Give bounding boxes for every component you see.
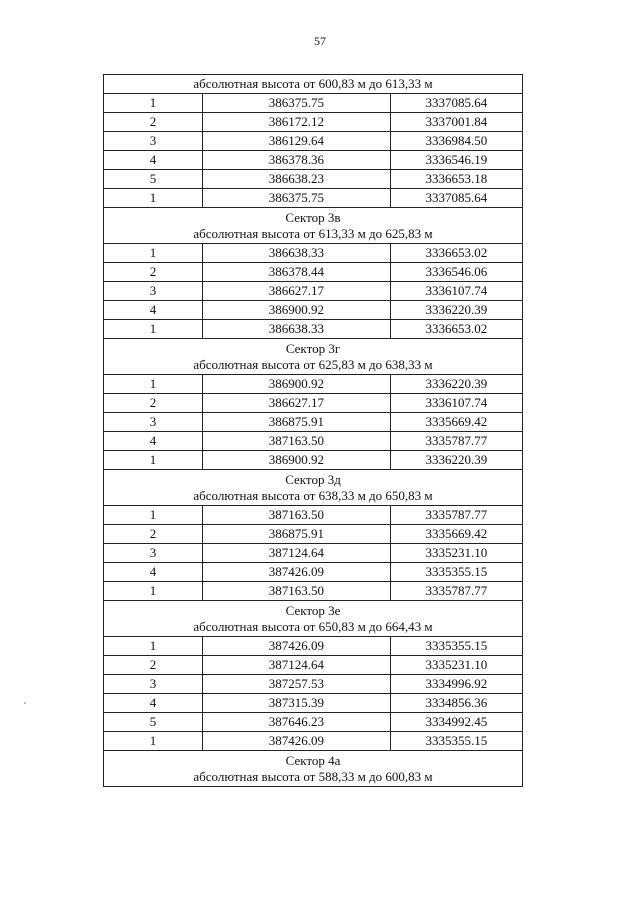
point-number: 5 xyxy=(104,713,203,732)
sector-name: Сектор 3е xyxy=(285,602,341,618)
y-coordinate: 3335231.10 xyxy=(390,656,522,675)
section-header-row xyxy=(104,75,523,94)
x-coordinate: 387646.23 xyxy=(203,713,391,732)
y-coordinate: 3336220.39 xyxy=(390,375,522,394)
point-number: 1 xyxy=(104,637,203,656)
section-header-row xyxy=(104,470,523,506)
y-coordinate: 3335787.77 xyxy=(390,582,522,601)
point-number: 4 xyxy=(104,563,203,582)
y-coordinate: 3336107.74 xyxy=(390,282,522,301)
y-coordinate: 3337085.64 xyxy=(390,94,522,113)
section-header xyxy=(104,601,523,637)
y-coordinate: 3335787.77 xyxy=(390,506,522,525)
sector-name: Сектор 3г xyxy=(285,340,341,356)
scan-speck xyxy=(24,702,26,704)
point-number: 2 xyxy=(104,263,203,282)
section-header xyxy=(104,470,523,506)
table-row xyxy=(104,451,523,470)
x-coordinate: 387426.09 xyxy=(203,637,391,656)
table-row xyxy=(104,320,523,339)
y-coordinate: 3336653.02 xyxy=(390,320,522,339)
page-number: 57 xyxy=(314,34,326,48)
table-row xyxy=(104,713,523,732)
y-coordinate: 3337001.84 xyxy=(390,113,522,132)
point-number: 1 xyxy=(104,582,203,601)
point-number: 1 xyxy=(104,506,203,525)
x-coordinate: 387163.50 xyxy=(203,582,391,601)
x-coordinate: 386875.91 xyxy=(203,525,391,544)
point-number: 1 xyxy=(104,375,203,394)
table-row xyxy=(104,732,523,751)
table-row xyxy=(104,525,523,544)
x-coordinate: 386638.33 xyxy=(203,244,391,263)
y-coordinate: 3335787.77 xyxy=(390,432,522,451)
section-header xyxy=(104,339,523,375)
x-coordinate: 387426.09 xyxy=(203,563,391,582)
y-coordinate: 3334856.36 xyxy=(390,694,522,713)
point-number: 1 xyxy=(104,320,203,339)
y-coordinate: 3336653.02 xyxy=(390,244,522,263)
altitude-range: абсолютная высота от 625,83 м до 638,33 м xyxy=(193,356,433,372)
x-coordinate: 386378.44 xyxy=(203,263,391,282)
table-row xyxy=(104,189,523,208)
x-coordinate: 387124.64 xyxy=(203,544,391,563)
y-coordinate: 3336546.06 xyxy=(390,263,522,282)
x-coordinate: 386627.17 xyxy=(203,282,391,301)
y-coordinate: 3335669.42 xyxy=(390,413,522,432)
x-coordinate: 386172.12 xyxy=(203,113,391,132)
point-number: 1 xyxy=(104,189,203,208)
point-number: 2 xyxy=(104,394,203,413)
section-header xyxy=(104,208,523,244)
sector-name: Сектор 4а xyxy=(285,752,341,768)
y-coordinate: 3336653.18 xyxy=(390,170,522,189)
y-coordinate: 3335669.42 xyxy=(390,525,522,544)
point-number: 1 xyxy=(104,94,203,113)
section-header xyxy=(104,75,523,94)
point-number: 4 xyxy=(104,432,203,451)
point-number: 3 xyxy=(104,132,203,151)
altitude-range: абсолютная высота от 588,33 м до 600,83 м xyxy=(193,768,433,784)
table-row xyxy=(104,637,523,656)
x-coordinate: 386627.17 xyxy=(203,394,391,413)
table-row xyxy=(104,394,523,413)
altitude-range: абсолютная высота от 638,33 м до 650,83 м xyxy=(193,487,433,503)
x-coordinate: 386875.91 xyxy=(203,413,391,432)
y-coordinate: 3335231.10 xyxy=(390,544,522,563)
x-coordinate: 387124.64 xyxy=(203,656,391,675)
x-coordinate: 387257.53 xyxy=(203,675,391,694)
point-number: 3 xyxy=(104,282,203,301)
point-number: 1 xyxy=(104,451,203,470)
section-header-row xyxy=(104,601,523,637)
section-header xyxy=(104,751,523,787)
altitude-range: абсолютная высота от 600,83 м до 613,33 м xyxy=(193,76,433,91)
sector-name: Сектор 3в xyxy=(285,209,341,225)
y-coordinate: 3337085.64 xyxy=(390,189,522,208)
section-header-row xyxy=(104,751,523,787)
point-number: 2 xyxy=(104,525,203,544)
point-number: 5 xyxy=(104,170,203,189)
table-row xyxy=(104,113,523,132)
table-row xyxy=(104,675,523,694)
table-row xyxy=(104,563,523,582)
x-coordinate: 387163.50 xyxy=(203,506,391,525)
y-coordinate: 3335355.15 xyxy=(390,563,522,582)
table-row xyxy=(104,282,523,301)
point-number: 2 xyxy=(104,113,203,132)
table-row xyxy=(104,170,523,189)
point-number: 3 xyxy=(104,413,203,432)
table-row xyxy=(104,413,523,432)
table-row xyxy=(104,151,523,170)
sector-name: Сектор 3д xyxy=(285,471,341,487)
x-coordinate: 386638.33 xyxy=(203,320,391,339)
point-number: 1 xyxy=(104,732,203,751)
table-row xyxy=(104,94,523,113)
table-row xyxy=(104,263,523,282)
x-coordinate: 386129.64 xyxy=(203,132,391,151)
y-coordinate: 3335355.15 xyxy=(390,637,522,656)
table-row xyxy=(104,375,523,394)
point-number: 4 xyxy=(104,151,203,170)
table-row xyxy=(104,132,523,151)
section-header-row xyxy=(104,208,523,244)
point-number: 1 xyxy=(104,244,203,263)
coordinates-table xyxy=(103,74,523,787)
table-row xyxy=(104,432,523,451)
x-coordinate: 386378.36 xyxy=(203,151,391,170)
x-coordinate: 386900.92 xyxy=(203,375,391,394)
y-coordinate: 3336984.50 xyxy=(390,132,522,151)
point-number: 4 xyxy=(104,694,203,713)
table-row xyxy=(104,694,523,713)
x-coordinate: 386375.75 xyxy=(203,189,391,208)
y-coordinate: 3334996.92 xyxy=(390,675,522,694)
x-coordinate: 387315.39 xyxy=(203,694,391,713)
y-coordinate: 3336220.39 xyxy=(390,301,522,320)
x-coordinate: 387426.09 xyxy=(203,732,391,751)
table-row xyxy=(104,301,523,320)
y-coordinate: 3336107.74 xyxy=(390,394,522,413)
point-number: 3 xyxy=(104,675,203,694)
x-coordinate: 386900.92 xyxy=(203,451,391,470)
y-coordinate: 3334992.45 xyxy=(390,713,522,732)
x-coordinate: 386900.92 xyxy=(203,301,391,320)
table-row xyxy=(104,506,523,525)
x-coordinate: 386638.23 xyxy=(203,170,391,189)
table-row xyxy=(104,582,523,601)
x-coordinate: 386375.75 xyxy=(203,94,391,113)
table-row xyxy=(104,544,523,563)
table-row xyxy=(104,656,523,675)
y-coordinate: 3335355.15 xyxy=(390,732,522,751)
point-number: 4 xyxy=(104,301,203,320)
point-number: 2 xyxy=(104,656,203,675)
altitude-range: абсолютная высота от 613,33 м до 625,83 м xyxy=(193,225,433,241)
table-row xyxy=(104,244,523,263)
y-coordinate: 3336546.19 xyxy=(390,151,522,170)
section-header-row xyxy=(104,339,523,375)
point-number: 3 xyxy=(104,544,203,563)
x-coordinate: 387163.50 xyxy=(203,432,391,451)
altitude-range: абсолютная высота от 650,83 м до 664,43 м xyxy=(193,618,433,634)
y-coordinate: 3336220.39 xyxy=(390,451,522,470)
